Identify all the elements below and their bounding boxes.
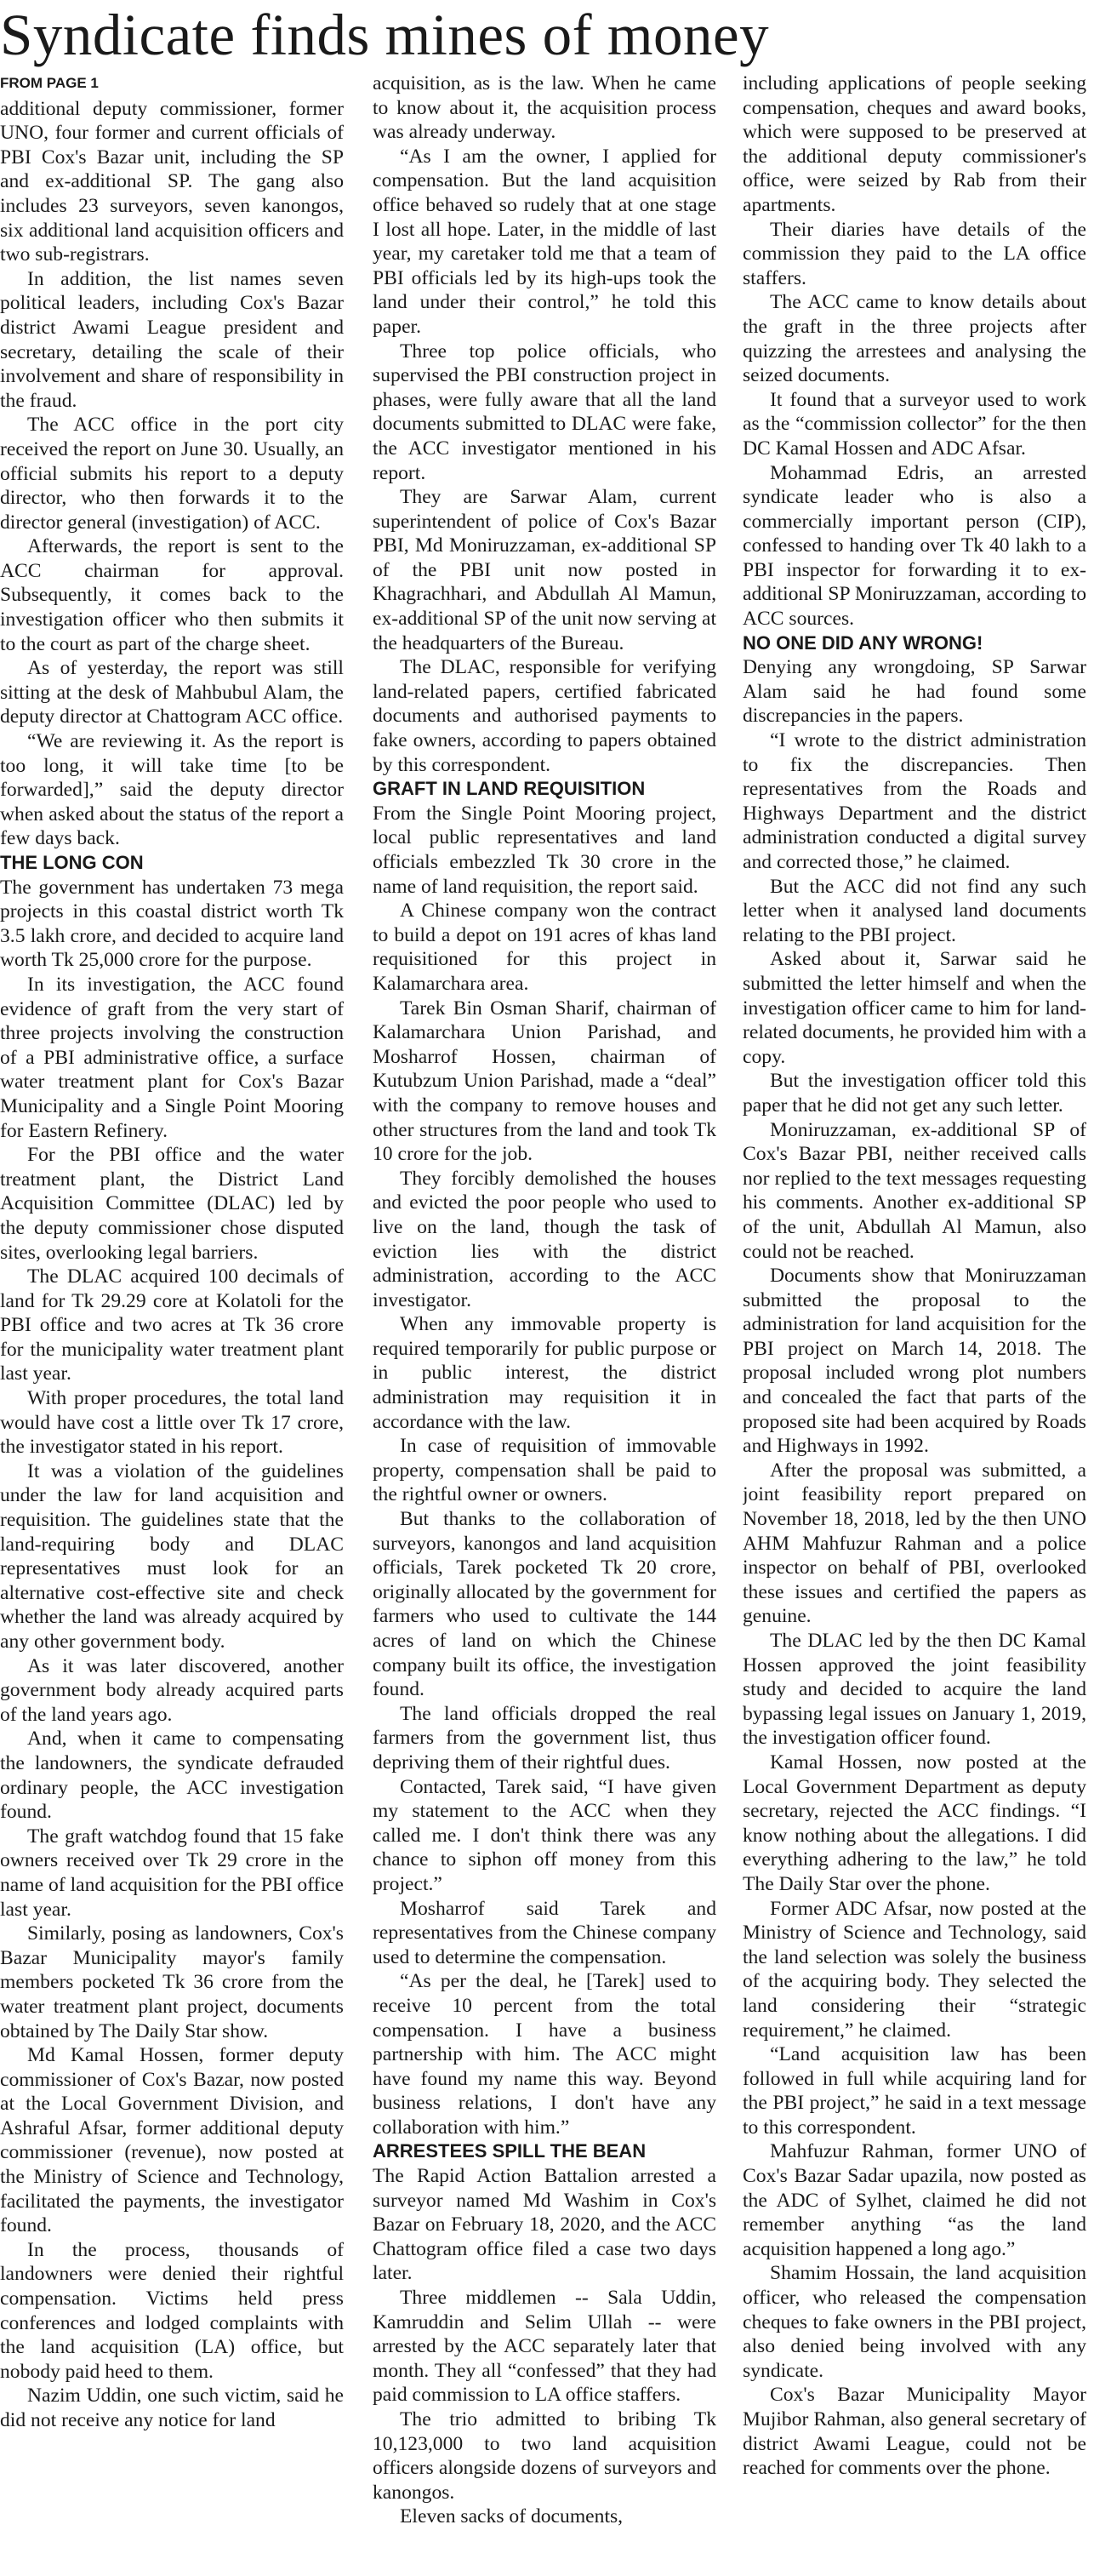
- paragraph: The DLAC led by the then DC Kamal Hossen approved the joint feasibility study and decided to acquire the land bypassing legal issues on January 1, 2019, the investigation officer found.: [743, 1630, 1086, 1750]
- paragraph: Mosharrof said Tarek and representatives from the Chinese company used to determine the compensation.: [373, 1897, 716, 1968]
- paragraph: But the ACC did not find any such letter when it analysed land documents relating to the PBI project.: [743, 875, 1086, 946]
- paragraph: Eleven sacks of documents,: [400, 2505, 624, 2528]
- paragraph: Moniruzzaman, ex-additional SP of Cox's Bazar PBI, neither received calls nor replied to the text messages requesting his comments. Another ex-additional SP of the unit, Abdullah Al Mamun, also could not be reached.: [743, 1118, 1086, 1263]
- paragraph: They are Sarwar Alam, current superintendent of police of Cox's Bazar PBI, Md Moniruzzaman, ex-additional SP of the PBI unit now posted in Khagrachhari, and Abdullah Al Mamun, ex-additional SP of the unit now serving at the headquarters of the Bureau.: [373, 486, 716, 654]
- paragraph: Kamal Hossen, now posted at the Local Government Department as deputy secretary, rejected the ACC findings. “I know nothing about the allegations. I did everything adhering to the law,” he told The Daily Star over the phone.: [743, 1751, 1086, 1895]
- paragraph: Denying any wrongdoing, SP Sarwar Alam said he had found some discrepancies in the papers.: [743, 656, 1086, 728]
- paragraph: In the process, thousands of landowners were denied their rightful compensation. Victims held press conferences and lodged complaints with the land acquisition (LA) office, but nobody paid heed to them.: [0, 2238, 344, 2383]
- paragraph: Similarly, posing as landowners, Cox's Bazar Municipality mayor's family members pocketed Tk 36 crore from the water treatment plant project, documents obtained by The Daily Star show.: [0, 1922, 344, 2042]
- paragraph: Contacted, Tarek said, “I have given my statement to the ACC when they called me. I don't think there was any chance to siphon off money from this project.”: [373, 1775, 716, 1895]
- paragraph: After the proposal was submitted, a joint feasibility report prepared on November 18, 2018, led by the then UNO AHM Mahfuzur Rahman and a police inspector on behalf of PBI, overlooked these issues and certified the papers as genuine.: [743, 1459, 1086, 1628]
- paragraph: “Land acquisition law has been followed in full while acquiring land for the PBI project,” he said in a text message to this correspondent.: [743, 2043, 1086, 2139]
- paragraph: In case of requisition of immovable property, compensation shall be paid to the rightful owner or owners.: [373, 1435, 716, 1506]
- paragraph: Mahfuzur Rahman, former UNO of Cox's Bazar Sadar upazila, now posted as the ADC of Sylhet, claimed he did not remember anything “as the land acquisition happened a long ago.”: [743, 2140, 1086, 2260]
- paragraph: In its investigation, the ACC found evidence of graft from the very start of three projects involving the construction of a PBI administrative office, a surface water treatment plant for Cox's Bazar Municipality and a Single Point Mooring for Eastern Refinery.: [0, 973, 344, 1142]
- paragraph: Md Kamal Hossen, former deputy commissioner of Cox's Bazar, now posted at the Local Government Division, and Ashraful Afsar, former additional deputy commissioner (revenue), now posted at the Ministry of Science and Technology, facilitated the payments, the investigator found.: [0, 2044, 344, 2237]
- paragraph: Afterwards, the report is sent to the ACC chairman for approval. Subsequently, it comes back to the investigation officer who then submits it to the court as part of the charge sheet.: [0, 535, 344, 655]
- section-heading: ARRESTEES SPILL THE BEAN: [373, 2140, 647, 2162]
- paragraph: It was a violation of the guidelines under the law for land acquisition and requisition. The guidelines state that the land-requiring body and DLAC representatives must look for an alternative cost-effective site and check whether the land was already acquired by any other government body.: [0, 1459, 344, 1653]
- paragraph: They forcibly demolished the houses and evicted the poor people who used to live on the land, though the task of eviction lies with the district administration, according to the ACC investigator.: [373, 1167, 716, 1311]
- paragraph: Mohammad Edris, an arrested syndicate leader who is also a commercially important person (CIP), confessed to handing over Tk 40 lakh to a PBI inspector for forwarding it to ex-additional SP Moniruzzaman, according to ACC sources.: [743, 461, 1086, 631]
- paragraph: Their diaries have details of the commission they paid to the LA office staffers.: [743, 218, 1086, 289]
- paragraph: When any immovable property is required temporarily for public purpose or in public interest, the district administration may requisition it in accordance with the law.: [373, 1313, 716, 1433]
- paragraph: But thanks to the collaboration of surveyors, kanongos and land acquisition officials, Tarek pocketed Tk 20 crore, originally allocated by the government for farmers who used to cultivate the 144 acres of land on which the Chinese company built its office, the investigation found.: [373, 1508, 716, 1701]
- paragraph: The DLAC acquired 100 decimals of land for Tk 29.29 core at Kolatoli for the PBI office and two acres at Tk 36 crore for the municipality water treatment plant last year.: [0, 1265, 344, 1385]
- paragraph: acquisition, as is the law. When he came to know about it, the acquisition process was already underway.: [373, 72, 716, 144]
- paragraph: “We are reviewing it. As the report is too long, it will take time [to be forwarded],” said the deputy director when asked about the status of the report a few days back.: [0, 730, 344, 850]
- paragraph: The Rapid Action Battalion arrested a surveyor named Md Washim in Cox's Bazar on February 18, 2020, and the ACC Chattogram office filed a case two days later.: [373, 2165, 716, 2285]
- article-column-3: [743, 71, 1086, 2573]
- section-heading: GRAFT IN LAND REQUISITION: [373, 778, 646, 800]
- paragraph: Documents show that Moniruzzaman submitted the proposal to the administration for land acquisition for the PBI project on March 14, 2018. The proposal included wrong plot numbers and concealed the fact that parts of the proposed site had been acquired by Roads and Highways in 1992.: [743, 1265, 1086, 1458]
- paragraph: The government has undertaken 73 mega projects in this coastal district worth Tk 3.5 lakh crore, and decided to acquire land worth Tk 25,000 crore for the purpose.: [0, 876, 344, 972]
- headline: Syndicate finds mines of money: [0, 3, 770, 67]
- paragraph: As it was later discovered, another government body already acquired parts of the land years ago.: [0, 1654, 344, 1726]
- paragraph: With proper procedures, the total land would have cost a little over Tk 17 crore, the investigator stated in his report.: [0, 1387, 344, 1459]
- from-page-label: FROM PAGE 1: [0, 75, 99, 91]
- paragraph: In addition, the list names seven political leaders, including Cox's Bazar district Awami League president and secretary, detailing the scale of their involvement and share of responsibility in the fraud.: [0, 267, 344, 412]
- paragraph: For the PBI office and the water treatment plant, the District Land Acquisition Committee (DLAC) led by the deputy commissioner chose disputed sites, overlooking legal barriers.: [0, 1144, 344, 1264]
- paragraph: It found that a surveyor used to work as the “commission collector” for the then DC Kamal Hossen and ADC Afsar.: [743, 388, 1086, 460]
- paragraph: “I wrote to the district administration to fix the discrepancies. Then representatives from the Roads and Highways Department and the district administration conducted a digital survey and corrected those,” he claimed.: [743, 729, 1086, 873]
- paragraph: The ACC office in the port city received the report on June 30. Usually, an official submits his report to a deputy director, who then forwards it to the director general (investigation) of ACC.: [0, 414, 344, 534]
- paragraph: Former ADC Afsar, now posted at the Ministry of Science and Technology, said the land selection was solely the business of the acquiring body. They selected the land considering their “strategic requirement,” he claimed.: [743, 1897, 1086, 2042]
- paragraph: But the investigation officer told this paper that he did not get any such letter.: [743, 1070, 1086, 1117]
- paragraph: Three middlemen -- Sala Uddin, Kamruddin and Selim Ullah -- were arrested by the ACC separately later that month. They all “confessed” that they had paid commission to LA office staffers.: [373, 2287, 716, 2407]
- paragraph: A Chinese company won the contract to build a depot on 191 acres of khas land requisitioned for this project in Kalamarchara area.: [373, 900, 716, 995]
- paragraph: And, when it came to compensating the landowners, the syndicate defrauded ordinary people, the ACC investigation found.: [0, 1728, 344, 1824]
- paragraph: The DLAC, responsible for verifying land-related papers, certified fabricated documents and authorised payments to fake owners, according to papers obtained by this correspondent.: [373, 656, 716, 776]
- article-column-1: [0, 71, 344, 2573]
- section-heading: NO ONE DID ANY WRONG!: [743, 631, 983, 654]
- article-column-2: [373, 71, 716, 2573]
- paragraph: Asked about it, Sarwar said he submitted the letter himself and when the investigation officer came to him for land-related documents, he provided him with a copy.: [743, 948, 1086, 1068]
- paragraph: Cox's Bazar Municipality Mayor Mujibor Rahman, also general secretary of district Awami League, could not be reached for comments over the phone.: [743, 2384, 1086, 2480]
- paragraph: The graft watchdog found that 15 fake owners received over Tk 29 crore in the name of land acquisition for the PBI office last year.: [0, 1825, 344, 1921]
- paragraph: The land officials dropped the real farmers from the government list, thus depriving them of their rightful dues.: [373, 1702, 716, 1773]
- paragraph: Tarek Bin Osman Sharif, chairman of Kalamarchara Union Parishad, and Mosharrof Hossen, chairman of Kutubzum Union Parishad, made a “deal” with the company to remove houses and other structures from the land and took Tk 10 crore for the job.: [373, 997, 716, 1166]
- paragraph: including applications of people seeking compensation, cheques and award books, which were supposed to be preserved at the additional deputy commissioner's office, were seized by Rab from their apartments.: [743, 72, 1086, 216]
- paragraph: Nazim Uddin, one such victim, said he did not receive any notice for land: [0, 2385, 344, 2431]
- paragraph: The ACC came to know details about the graft in the three projects after quizzing the arrestees and analysing the seized documents.: [743, 291, 1086, 387]
- paragraph: Shamim Hossain, the land acquisition officer, who released the compensation cheques to fake owners in the PBI project, also denied being involved with any syndicate.: [743, 2262, 1086, 2382]
- paragraph: From the Single Point Mooring project, local public representatives and land officials embezzled Tk 30 crore in the name of land requisition, the report said.: [373, 802, 716, 898]
- paragraph: The trio admitted to bribing Tk 10,123,000 to two land acquisition officers alongside dozens of surveyors and kanongos.: [373, 2408, 716, 2504]
- paragraph: “As per the deal, he [Tarek] used to receive 10 percent from the total compensation. I have a business partnership with him. The ACC might have found my name this way. Beyond business relations, I don't have any collaboration with him.”: [373, 1970, 716, 2139]
- paragraph: additional deputy commissioner, former UNO, four former and current officials of PBI Cox's Bazar unit, including the SP and ex-additional SP. The gang also includes 23 surveyors, seven kanongos, six additional land acquisition officers and two sub-registrars.: [0, 97, 344, 266]
- section-heading: THE LONG CON: [0, 852, 144, 873]
- paragraph: Three top police officials, who supervised the PBI construction project in phases, were fully aware that all the land documents submitted to DLAC were fake, the ACC investigator mentioned in his report.: [373, 340, 716, 484]
- paragraph: As of yesterday, the report was still sitting at the desk of Mahbubul Alam, the deputy director at Chattogram ACC office.: [0, 657, 344, 728]
- paragraph: “As I am the owner, I applied for compensation. But the land acquisition office behaved so rudely that at one stage I lost all hope. Later, in the middle of last year, my caretaker told me that a team of PBI officials led by its high-ups took the land under their control,” he told this paper.: [373, 145, 716, 338]
